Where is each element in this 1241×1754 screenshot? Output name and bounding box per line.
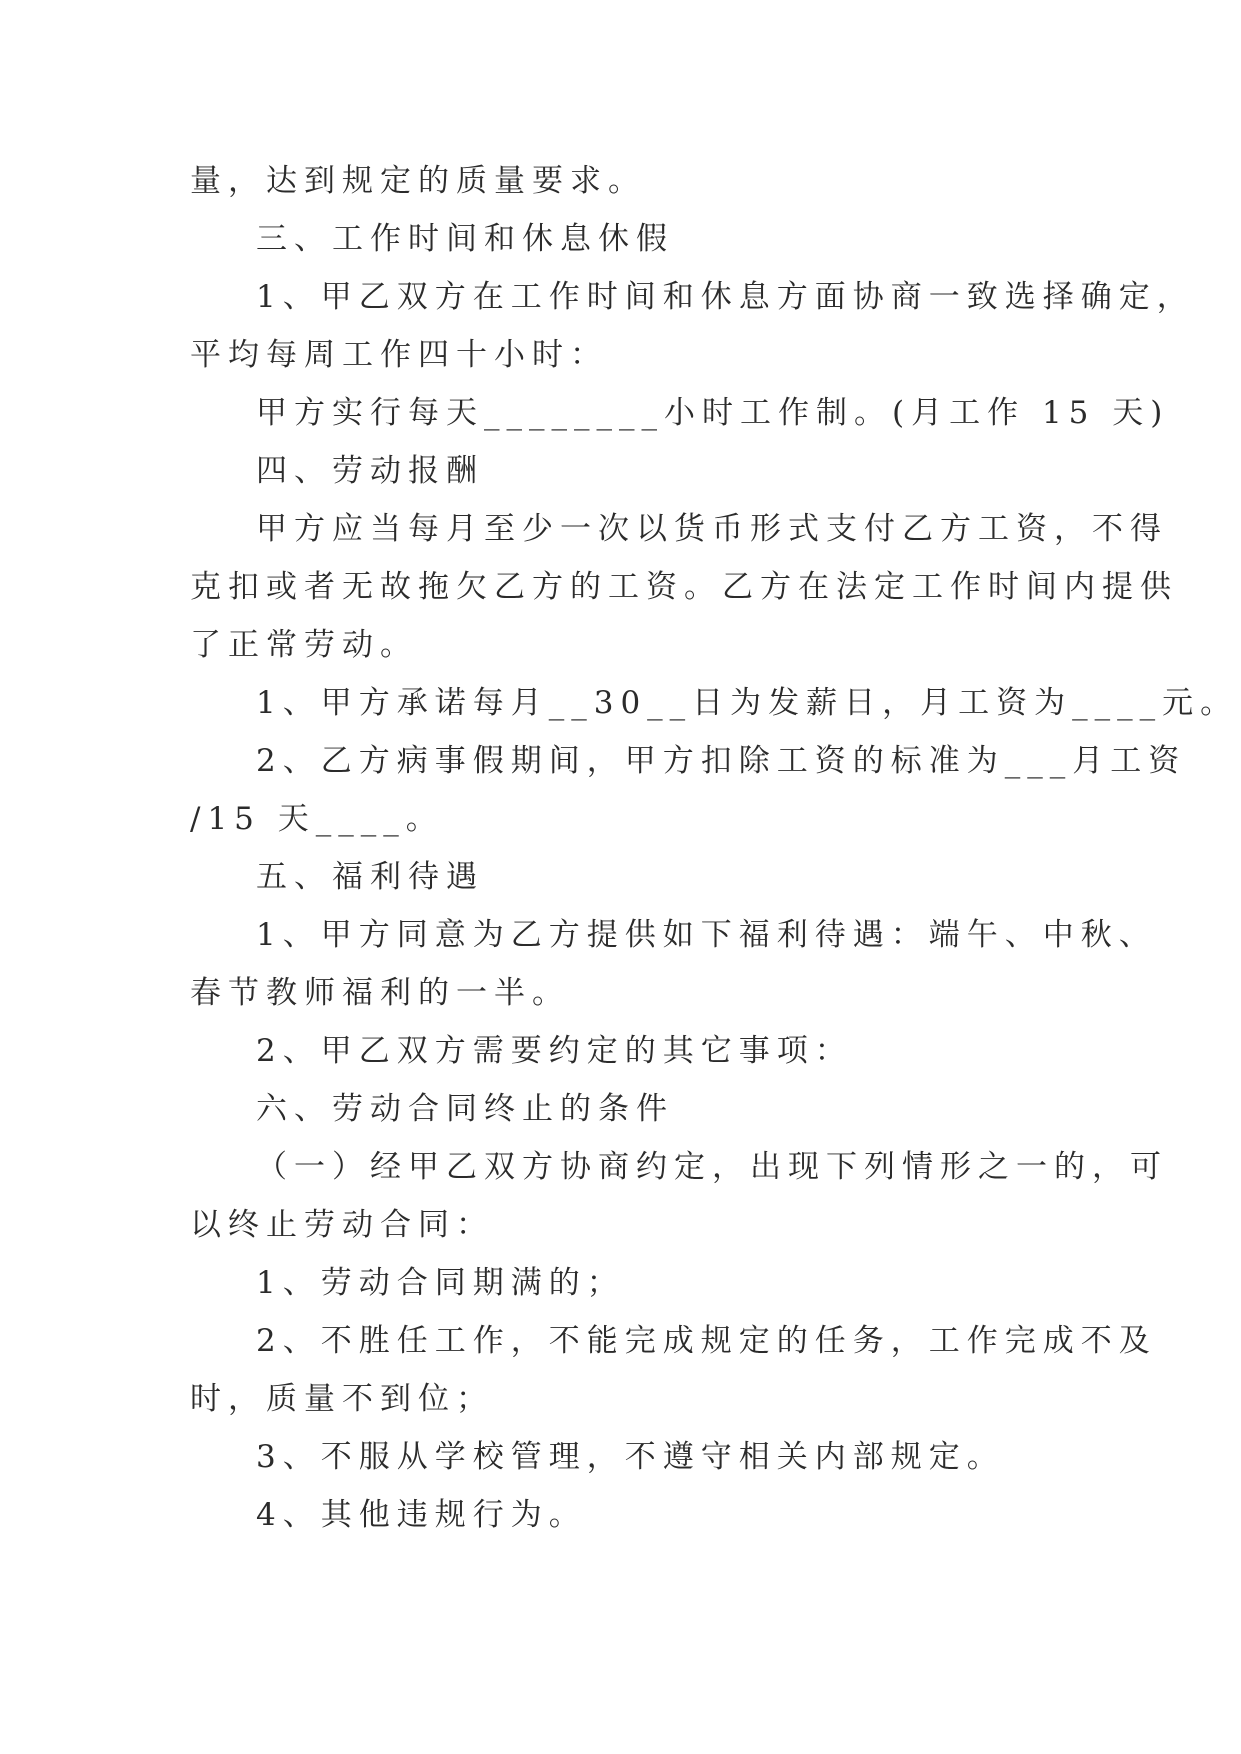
section-heading-termination xyxy=(190,1080,1070,1138)
list-item-noncompliance xyxy=(190,1428,1070,1486)
paragraph-quality-requirement xyxy=(190,152,1070,210)
text-line: 1、甲方同意为乙方提供如下福利待遇：端午、中秋、 xyxy=(256,917,1157,953)
document-body xyxy=(190,152,1239,1544)
text-line: 2、不胜任工作，不能完成规定的任务，工作完成不及 xyxy=(256,1323,1157,1359)
text-line: 3、不服从学校管理，不遵守相关内部规定。 xyxy=(256,1439,1005,1475)
paragraph-wage-payment xyxy=(190,500,1178,674)
section-heading-work-hours xyxy=(190,210,1070,268)
list-item-contract-expiry xyxy=(190,1254,1070,1312)
text-line: 五、福利待遇 xyxy=(256,859,484,895)
paragraph-termination-agreement xyxy=(190,1138,1168,1254)
text-line: 1、劳动合同期满的； xyxy=(256,1265,625,1301)
text-line: 甲方实行每天________小时工作制。(月工作 15 天) xyxy=(256,395,1170,431)
text-line: /15 天____。 xyxy=(190,801,444,837)
text-line: 以终止劳动合同： xyxy=(190,1207,494,1243)
text-line: 2、甲乙双方需要约定的其它事项： xyxy=(256,1033,853,1069)
text-line: 四、劳动报酬 xyxy=(256,453,484,489)
text-line: 三、工作时间和休息休假 xyxy=(256,221,674,257)
text-line: 1、甲方承诺每月__30__日为发薪日，月工资为____元。 xyxy=(256,685,1239,721)
paragraph-work-hours-agreement xyxy=(190,268,1195,384)
paragraph-benefits-list xyxy=(190,906,1157,1022)
text-line: 了正常劳动。 xyxy=(190,627,418,663)
text-line: 平均每周工作四十小时： xyxy=(190,337,608,373)
text-line: 1、甲乙双方在工作时间和休息方面协商一致选择确定， xyxy=(256,279,1195,315)
text-line: 甲方应当每月至少一次以货币形式支付乙方工资，不得 xyxy=(256,511,1168,547)
text-line: 时，质量不到位； xyxy=(190,1381,494,1417)
list-item-other-violations xyxy=(190,1486,1070,1544)
text-line: 量，达到规定的质量要求。 xyxy=(190,163,646,199)
text-line: 春节教师福利的一半。 xyxy=(190,975,570,1011)
paragraph-payday xyxy=(190,674,1239,732)
text-line: 4、其他违规行为。 xyxy=(256,1497,587,1533)
section-heading-benefits xyxy=(190,848,1070,906)
paragraph-sick-leave-deduction xyxy=(190,732,1187,848)
text-line: （一）经甲乙双方协商约定，出现下列情形之一的，可 xyxy=(256,1149,1168,1185)
text-line: 六、劳动合同终止的条件 xyxy=(256,1091,674,1127)
paragraph-other-matters xyxy=(190,1022,1070,1080)
list-item-incompetence xyxy=(190,1312,1157,1428)
paragraph-daily-hours xyxy=(190,384,1170,442)
section-heading-remuneration xyxy=(190,442,1070,500)
text-line: 2、乙方病事假期间，甲方扣除工资的标准为___月工资 xyxy=(256,743,1187,779)
text-line: 克扣或者无故拖欠乙方的工资。乙方在法定工作时间内提供 xyxy=(190,569,1178,605)
